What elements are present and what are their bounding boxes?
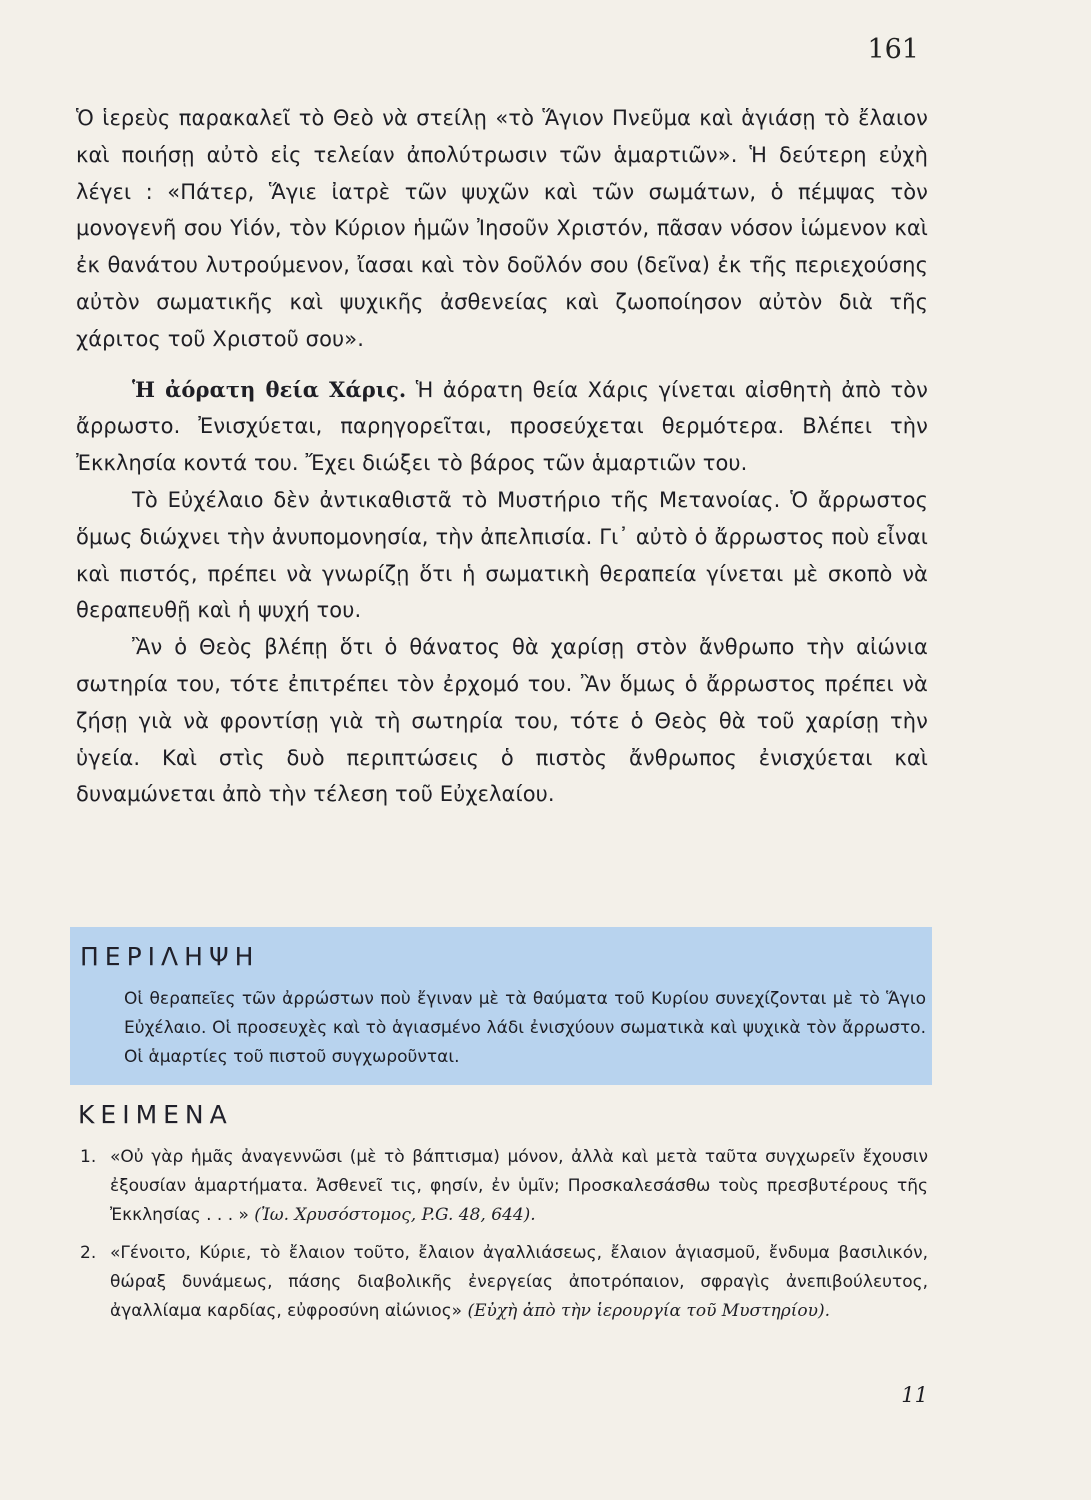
citation: (Εὐχὴ ἀπὸ τὴν ἱερουργία τοῦ Μυστηρίου). — [462, 1301, 831, 1321]
texts-heading: ΚΕΙΜΕΝΑ — [78, 1100, 233, 1129]
list-item-body — [110, 1239, 928, 1326]
quote-text: «Οὐ γὰρ ἡμᾶς ἀναγεννῶσι (μὲ τὸ βάπτισμα) μόνον, ἀλλὰ καὶ μετὰ ταῦτα συγχωρεῖν ἔχουσιν ἐξουσίαν ἁμαρτήματα. Ἀσθενεῖ τις, φησίν, ἐν ὑμῖν; Προσκαλεσάσθω τοὺς πρεσβυτέρους τῆς Ἐκκλησίας . . . » — [110, 1147, 928, 1225]
paragraph-2-lead: Ἡ ἀόρατη θεία Χάρις. — [132, 376, 407, 402]
list-item-body — [110, 1143, 928, 1230]
paragraph-1: Ὁ ἱερεὺς παρακαλεῖ τὸ Θεὸ νὰ στείλῃ «τὸ Ἅγιον Πνεῦμα καὶ ἁγιάσῃ τὸ ἔλαιον καὶ ποιήσῃ αὐτὸ εἰς τελείαν ἀπολύτρωσιν τῶν ἁμαρτιῶν». Ἡ δεύτερη εὐχὴ λέγει : «Πάτερ, Ἅγιε ἰατρὲ τῶν ψυχῶν καὶ τῶν σωμάτων, ὁ πέμψας τὸν μονογενῆ σου Υἱόν, τὸν Κύριον ἡμῶν Ἰησοῦν Χριστόν, πᾶσαν νόσον ἰώμενον καὶ ἐκ θανάτου λυτρούμενον, ἴασαι καὶ τὸν δοῦλόν σου (δεῖνα) ἐκ τῆς περιεχούσης αὐτὸν σωματικῆς καὶ ψυχικῆς ἀσθενείας καὶ ζωοποίησον αὐτὸν διὰ τῆς χάριτος τοῦ Χριστοῦ σου». — [76, 106, 928, 351]
page-number: 161 — [867, 34, 919, 65]
texts-list — [80, 1143, 928, 1335]
footer-signature-number: 11 — [901, 1383, 928, 1407]
list-item-number: 2. — [80, 1243, 97, 1263]
list-item — [80, 1239, 928, 1326]
summary-heading: ΠΕΡΙΛΗΨΗ — [80, 942, 260, 971]
paragraph-4: Ἂν ὁ Θεὸς βλέπῃ ὅτι ὁ θάνατος θὰ χαρίσῃ στὸν ἄνθρωπο τὴν αἰώνια σωτηρία του, τότε ἐπιτρέπει τὸν ἐρχομό του. Ἂν ὅμως ὁ ἄρρωστος πρέπει νὰ ζήσῃ γιὰ νὰ φροντίσῃ γιὰ τὴ σωτηρία του, τότε ὁ Θεὸς θὰ τοῦ χαρίσῃ τὴν ὑγεία. Καὶ στὶς δυὸ περιπτώσεις ὁ πιστὸς ἄνθρωπος ἐνισχύεται καὶ δυναμώνεται ἀπὸ τὴν τέλεση τοῦ Εὐχελαίου. — [76, 635, 928, 807]
list-item — [80, 1143, 928, 1230]
paragraph-2-text: Ἡ ἀόρατη θεία Χάρις γίνεται αἰσθητὴ ἀπὸ τὸν ἄρρωστο. Ἐνισχύεται, παρηγορεῖται, προσεύχεται θερμότερα. Βλέπει τὴν Ἐκκλησία κοντά του. Ἔχει διώξει τὸ βάρος τῶν ἁμαρτιῶν του. — [76, 377, 928, 476]
paragraph-3: Τὸ Εὐχέλαιο δὲν ἀντικαθιστᾶ τὸ Μυστήριο τῆς Μετανοίας. Ὁ ἄρρωστος ὅμως διώχνει τὴν ἀνυπομονησία, τὴν ἀπελπισία. Γι᾿ αὐτὸ ὁ ἄρρωστος ποὺ εἶναι καὶ πιστός, πρέπει νὰ γνωρίζῃ ὅτι ἡ σωματικὴ θεραπεία γίνεται μὲ σκοπὸ νὰ θεραπευθῇ καὶ ἡ ψυχή του. — [76, 487, 928, 623]
quote-text: «Γένοιτο, Κύριε, τὸ ἔλαιον τοῦτο, ἔλαιον ἀγαλλιάσεως, ἔλαιον ἁγιασμοῦ, ἔνδυμα βασιλικόν, θώραξ δυνάμεως, πάσης διαβολικῆς ἐνεργείας ἀποτρόπαιον, σφραγὶς ἀνεπιβούλευτος, ἀγαλλίαμα καρδίας, εὐφροσύνη αἰώνιος» — [110, 1243, 928, 1321]
summary-text: Οἱ θεραπεῖες τῶν ἀρρώστων ποὺ ἔγιναν μὲ τὰ θαύματα τοῦ Κυρίου συνεχίζονται μὲ τὸ Ἅγιο Εὐχέλαιο. Οἱ προσευχὲς καὶ τὸ ἁγιασμένο λάδι ἐνισχύουν σωματικὰ καὶ ψυχικὰ τὸν ἄρρωστο. Οἱ ἁμαρτίες τοῦ πιστοῦ συγχωροῦνται. — [124, 989, 926, 1067]
list-item-number: 1. — [80, 1147, 97, 1167]
main-text — [76, 100, 928, 813]
paragraph-2 — [76, 372, 928, 482]
citation: (Ἰω. Χρυσόστομος, P.G. 48, 644). — [248, 1205, 536, 1225]
